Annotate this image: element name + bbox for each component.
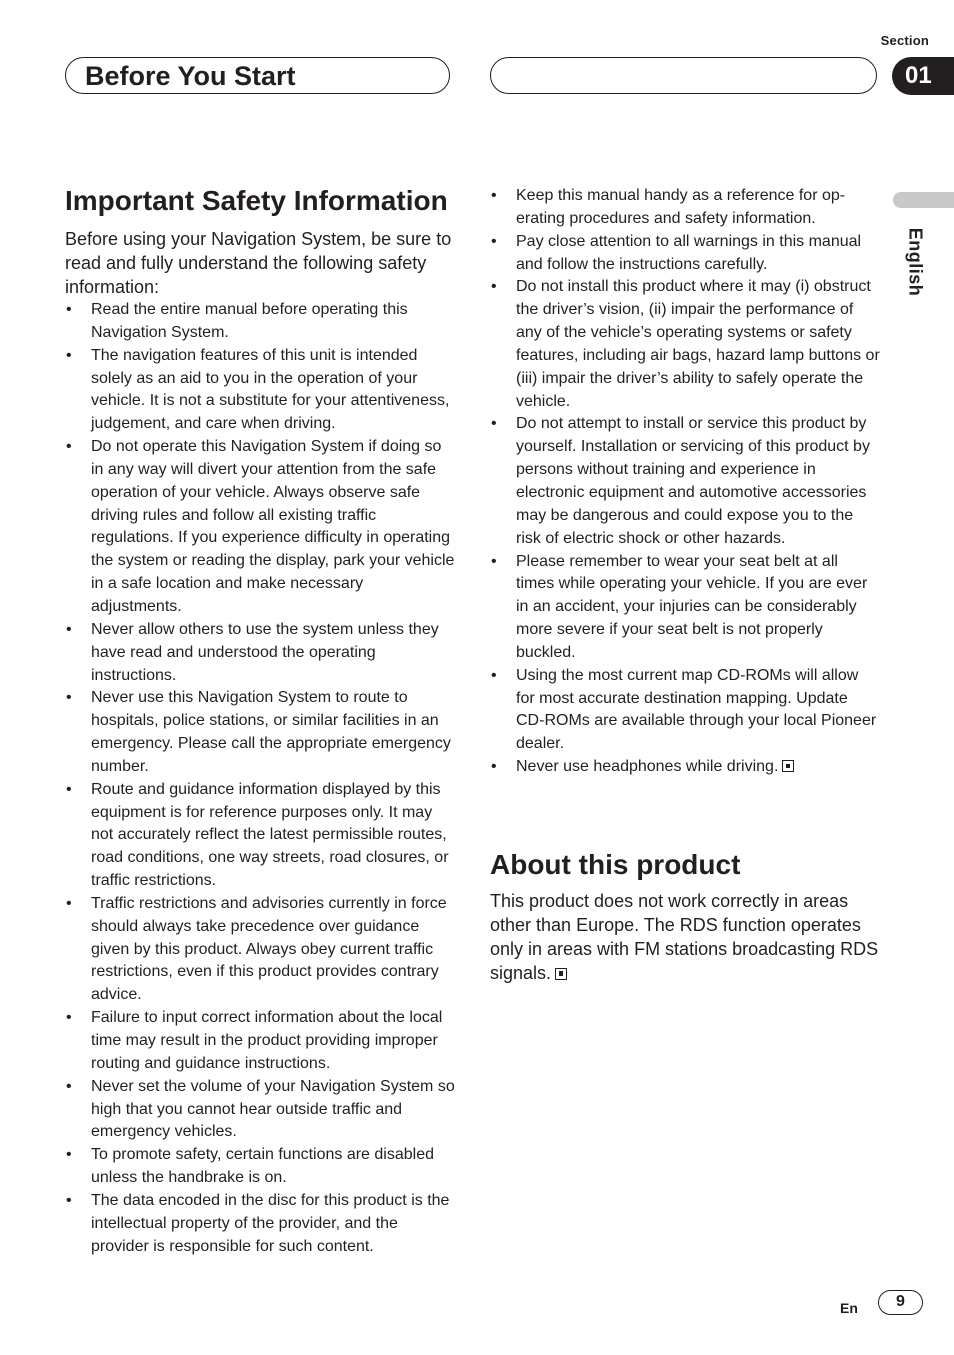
bullet-icon: • — [66, 1191, 72, 1209]
chapter-title: Before You Start — [85, 61, 296, 91]
bullet-icon: • — [66, 1146, 72, 1164]
bullet-icon: • — [66, 894, 72, 912]
bullet-icon: • — [491, 278, 497, 296]
list-item: • Using the most current map CD-ROMs will allow for most accurate destination mapping. Update CD-ROMs are available through your local Pioneer dealer. — [491, 666, 877, 753]
list-item: • Never set the volume of your Navigation System so high that you cannot hear outside traffic and emergency vehicles. — [66, 1077, 455, 1141]
list-item: • Never use headphones while driving. — [490, 756, 880, 779]
right-column — [490, 185, 880, 985]
list-item: • Never use this Navigation System to route to hospitals, police stations, or similar facilities in an emergency. Please call the appropriate emergency number. — [66, 689, 451, 775]
bullet-icon: • — [66, 1077, 72, 1095]
language-label: English — [905, 227, 926, 297]
safety-intro: Before using your Navigation System, be sure to read and fully understand the following safety information: — [65, 229, 452, 297]
chapter-header — [65, 57, 450, 94]
safety-heading: Important Safety Information — [65, 185, 448, 216]
page-number: 9 — [878, 1290, 923, 1315]
list-item: • Read the entire manual before operating this Navigation System. — [66, 301, 408, 341]
about-body-text: This product does not work correctly in areas other than Europe. The RDS function operates only in areas with FM stations broadcasting RDS signals. — [490, 890, 879, 983]
list-item: • The data encoded in the disc for this product is the intellectual property of the provider, and the provider is responsible for such content. — [66, 1191, 450, 1255]
header-blank-pill — [490, 57, 877, 94]
list-item: • Do not install this product where it may (i) obstruct the driver’s vision, (ii) impair the performance of any of the vehicle’s operating systems or safety features, including air bags, hazard lamp buttons or (iii) impair the driver’s ability to safely operate the vehicle. — [491, 278, 880, 410]
list-item: • Failure to input correct information about the local time may result in the product providing improper routing and guidance instructions. — [66, 1009, 443, 1072]
list-item: • To promote safety, certain functions are disabled unless the handbrake is on. — [66, 1146, 434, 1187]
bullet-icon: • — [491, 552, 497, 570]
list-item: • Please remember to wear your seat belt at all times while operating your vehicle. If you are ever in an accident, your injuries can be considerably more severe if your seat belt is not properly buckled. — [491, 552, 868, 661]
bullet-icon: • — [66, 438, 72, 456]
list-item: • Keep this manual handy as a reference for operating procedures and safety information. — [491, 187, 846, 227]
section-number-badge: 01 — [892, 57, 954, 95]
list-item: • Pay close attention to all warnings in this manual and follow the instructions carefully. — [491, 232, 862, 273]
about-body-paragraph — [490, 889, 880, 985]
bullet-icon: • — [66, 780, 72, 798]
section-label: Section — [880, 33, 929, 48]
list-item: • The navigation features of this unit is intended solely as an aid to you in the operation of your vehicle. It is not a substitute for your attentiveness, judgement, and care when driving. — [66, 346, 450, 433]
list-item: • Do not operate this Navigation System if doing so in any way will divert your attention from the safe operation of your vehicle. Always observe safe driving rules and follow all existing traffic regulations. If you experience difficulty in operating the system or reading the display, park your vehicle in a safe location and make necessary adjustments. — [66, 438, 455, 615]
language-tab — [893, 192, 954, 208]
about-heading: About this product — [490, 848, 741, 880]
safety-list-left — [65, 299, 455, 1258]
footer-language: En — [840, 1300, 858, 1316]
bullet-icon: • — [491, 187, 497, 204]
bullet-icon: • — [491, 415, 497, 433]
bullet-icon: • — [491, 758, 497, 776]
bullet-icon: • — [491, 666, 497, 684]
bullet-icon: • — [66, 1009, 72, 1027]
list-item: • Route and guidance information displayed by this equipment is for reference purposes only. It may not accurately reflect the latest permissible routes, road conditions, one way streets, road closures, or traffic restrictions. — [66, 780, 449, 890]
safety-list-right — [490, 185, 880, 779]
end-of-section-icon — [782, 760, 794, 772]
bullet-icon: • — [66, 346, 72, 364]
bullet-icon: • — [491, 232, 497, 250]
list-item: • Never allow others to use the system unless they have read and understood the operating instructions. — [66, 620, 439, 684]
list-item: • Do not attempt to install or service this product by yourself. Installation or servicing of this product by persons without training and experience in electronic equipment and automotive accessories may be dangerous and could expose you to the risk of electric shock or other hazards. — [491, 415, 870, 547]
end-of-section-icon — [555, 968, 567, 980]
bullet-icon: • — [66, 620, 72, 638]
bullet-icon: • — [66, 301, 72, 318]
bullet-icon: • — [66, 689, 72, 707]
list-item: • Traffic restrictions and advisories currently in force should always take precedence over guidance given by this product. Always obey current traffic restrictions, even if this product provides contrary advice. — [66, 894, 447, 1004]
left-column — [65, 185, 455, 1258]
